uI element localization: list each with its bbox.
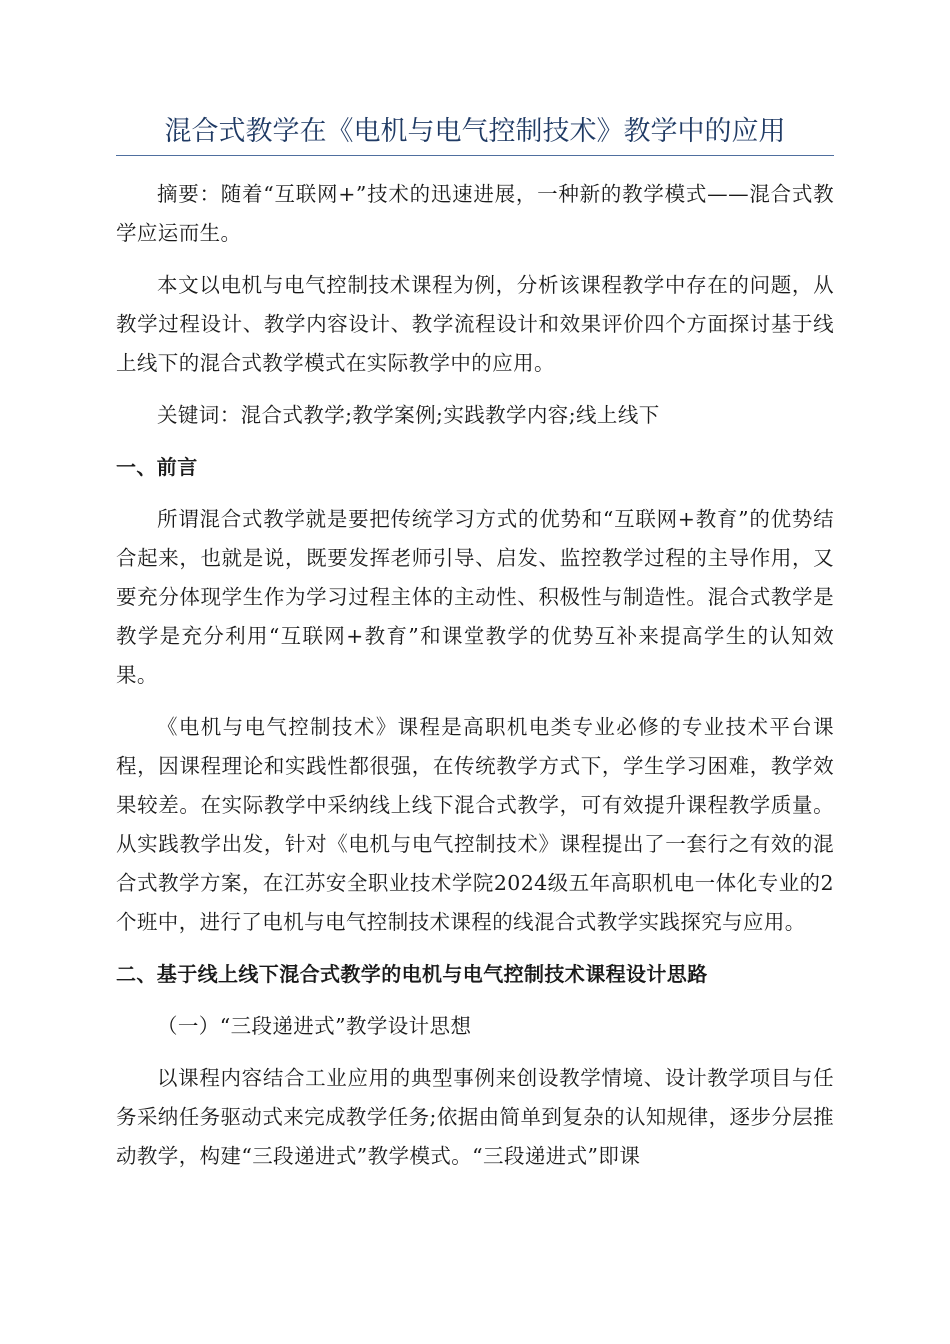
design-paragraph-1: 以课程内容结合工业应用的典型事例来创设教学情境、设计教学项目与任务采纳任务驱动式来完成教学任务;依据由简单到复杂的认知规律，逐步分层推动教学，构建“三段递进式”教学模式。“三段递进式”即课 xyxy=(116,1066,834,1168)
title-underline xyxy=(116,155,834,156)
preface-paragraph-1: 所谓混合式教学就是要把传统学习方式的优势和“互联网+教育”的优势结合起来，也就是说，既要发挥老师引导、启发、监控教学过程的主导作用，又要充分体现学生作为学习过程主体的主动性、积极性与制造性。混合式教学是教学是充分利用“互联网+教育”和课堂教学的优势互补来提高学生的认知效果。 xyxy=(116,507,834,687)
document-title: 混合式教学在《电机与电气控制技术》教学中的应用 xyxy=(164,116,786,147)
section-heading-preface: 一、前言 xyxy=(116,455,198,479)
subsection-heading-three-stage: （一）“三段递进式”教学设计思想 xyxy=(157,1014,472,1038)
abstract-paragraph: 摘要：随着“互联网+”技术的迅速进展，一种新的教学模式——混合式教学应运而生。 xyxy=(116,182,834,245)
intro-paragraph: 本文以电机与电气控制技术课程为例，分析该课程教学中存在的问题，从教学过程设计、教学内容设计、教学流程设计和效果评价四个方面探讨基于线上线下的混合式教学模式在实际教学中的应用。 xyxy=(116,273,834,375)
keywords-paragraph: 关键词：混合式教学;教学案例;实践教学内容;线上线下 xyxy=(157,403,660,427)
document-body xyxy=(116,175,834,1189)
preface-paragraph-2: 《电机与电气控制技术》课程是高职机电类专业必修的专业技术平台课程，因课程理论和实践性都很强，在传统教学方式下，学生学习困难，教学效果较差。在实际教学中采纳线上线下混合式教学，可有效提升课程教学质量。从实践教学出发，针对《电机与电气控制技术》课程提出了一套行之有效的混合式教学方案，在江苏安全职业技术学院2024级五年高职机电一体化专业的2个班中，进行了电机与电气控制技术课程的线混合式教学实践探究与应用。 xyxy=(116,715,834,934)
section-heading-design: 二、基于线上线下混合式教学的电机与电气控制技术课程设计思路 xyxy=(116,962,708,986)
